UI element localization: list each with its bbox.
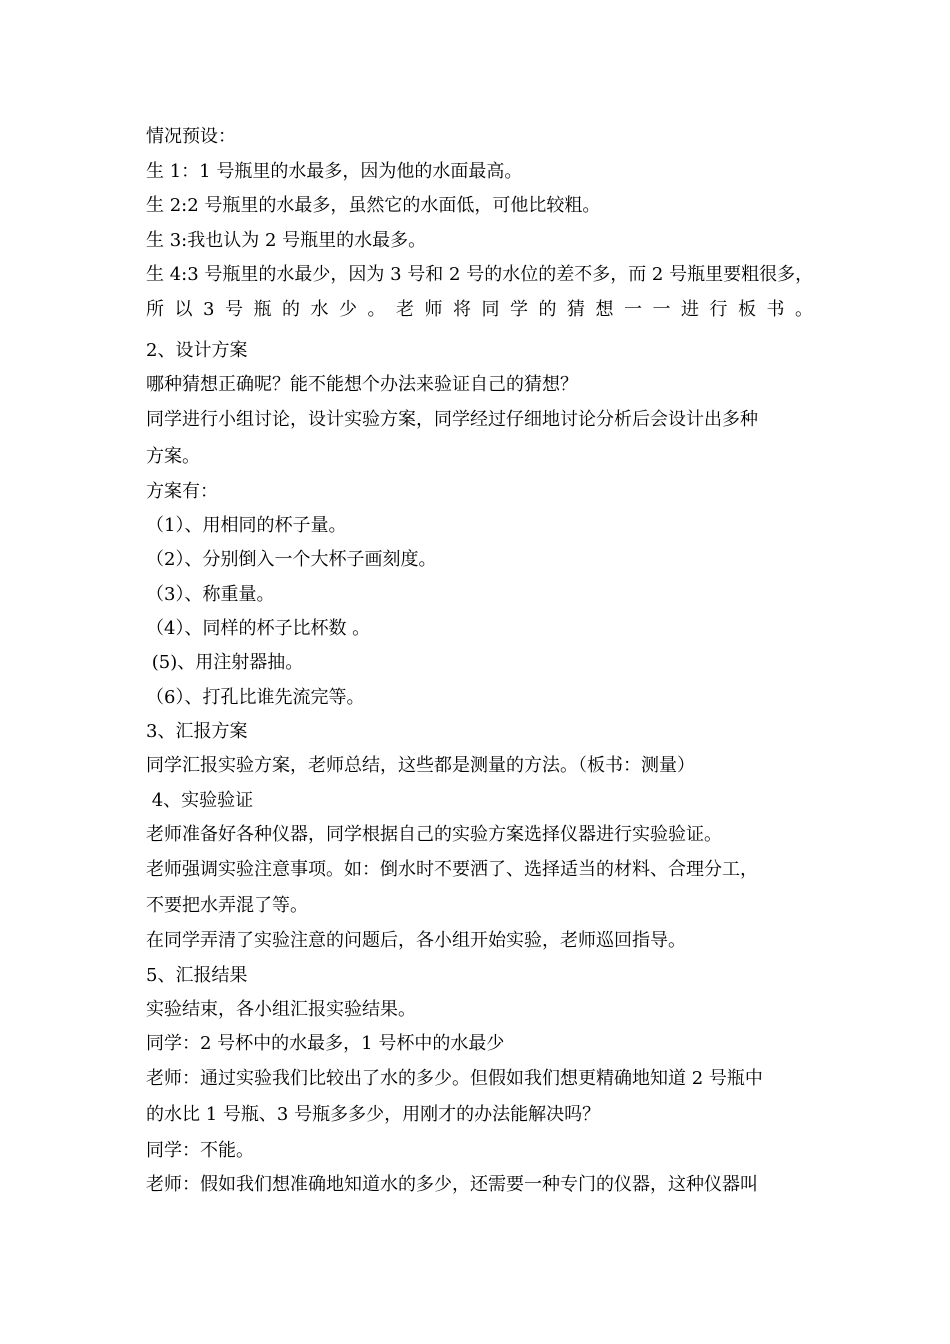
- text-line: 所以3号瓶的水少。老师将同学的猜想一一进行板书。: [146, 299, 824, 320]
- text-line: 方案。: [146, 446, 200, 467]
- section-heading: 3、汇报方案: [146, 721, 248, 742]
- text-line: 生 2:2 号瓶里的水最多，虽然它的水面低，可他比较粗。: [146, 195, 601, 216]
- list-item: （2）、分别倒入一个大杯子画刻度。: [146, 549, 437, 570]
- list-item: （4）、同样的杯子比杯数 。: [146, 618, 371, 639]
- text-line: 同学：2 号杯中的水最多，1 号杯中的水最少: [146, 1033, 505, 1054]
- text-line: 不要把水弄混了等。: [146, 895, 308, 916]
- text-line: 实验结束，各小组汇报实验结果。: [146, 999, 416, 1020]
- text-line: 的水比 1 号瓶、3 号瓶多多少，用刚才的办法能解决吗？: [146, 1104, 601, 1125]
- list-item: （6）、打孔比谁先流完等。: [146, 687, 365, 708]
- text-line: 情况预设：: [146, 126, 236, 147]
- text-line: 哪种猜想正确呢？能不能想个办法来验证自己的猜想？: [146, 374, 578, 395]
- list-item: （3）、称重量。: [146, 584, 275, 605]
- text-line: 老师准备好各种仪器，同学根据自己的实验方案选择仪器进行实验验证。: [146, 824, 722, 845]
- text-line: 老师强调实验注意事项。如：倒水时不要洒了、选择适当的材料、合理分工，: [146, 859, 758, 880]
- text-line: 同学进行小组讨论，设计实验方案，同学经过仔细地讨论分析后会设计出多种: [146, 409, 758, 430]
- text-line: 同学汇报实验方案，老师总结，这些都是测量的方法。（板书：测量）: [146, 755, 695, 776]
- list-item: (5)、用注射器抽。: [146, 652, 304, 673]
- section-heading: 5、汇报结果: [146, 965, 248, 986]
- text-line: 方案有：: [146, 481, 218, 502]
- section-heading: 2、设计方案: [146, 340, 248, 361]
- text-line: 老师：通过实验我们比较出了水的多少。但假如我们想更精确地知道 2 号瓶中: [146, 1068, 763, 1089]
- text-line: 老师：假如我们想准确地知道水的多少，还需要一种专门的仪器，这种仪器叫: [146, 1174, 758, 1195]
- text-line: 在同学弄清了实验注意的问题后，各小组开始实验，老师巡回指导。: [146, 930, 686, 951]
- text-line: 生 1：1 号瓶里的水最多，因为他的水面最高。: [146, 161, 523, 182]
- text-line: 同学：不能。: [146, 1140, 254, 1161]
- list-item: （1）、用相同的杯子量。: [146, 515, 347, 536]
- text-line: 生 3:我也认为 2 号瓶里的水最多。: [146, 230, 427, 251]
- section-heading: 4、实验验证: [146, 790, 254, 811]
- text-line: 生 4:3 号瓶里的水最少，因为 3 号和 2 号的水位的差不多，而 2 号瓶里要粗很多，: [146, 264, 814, 285]
